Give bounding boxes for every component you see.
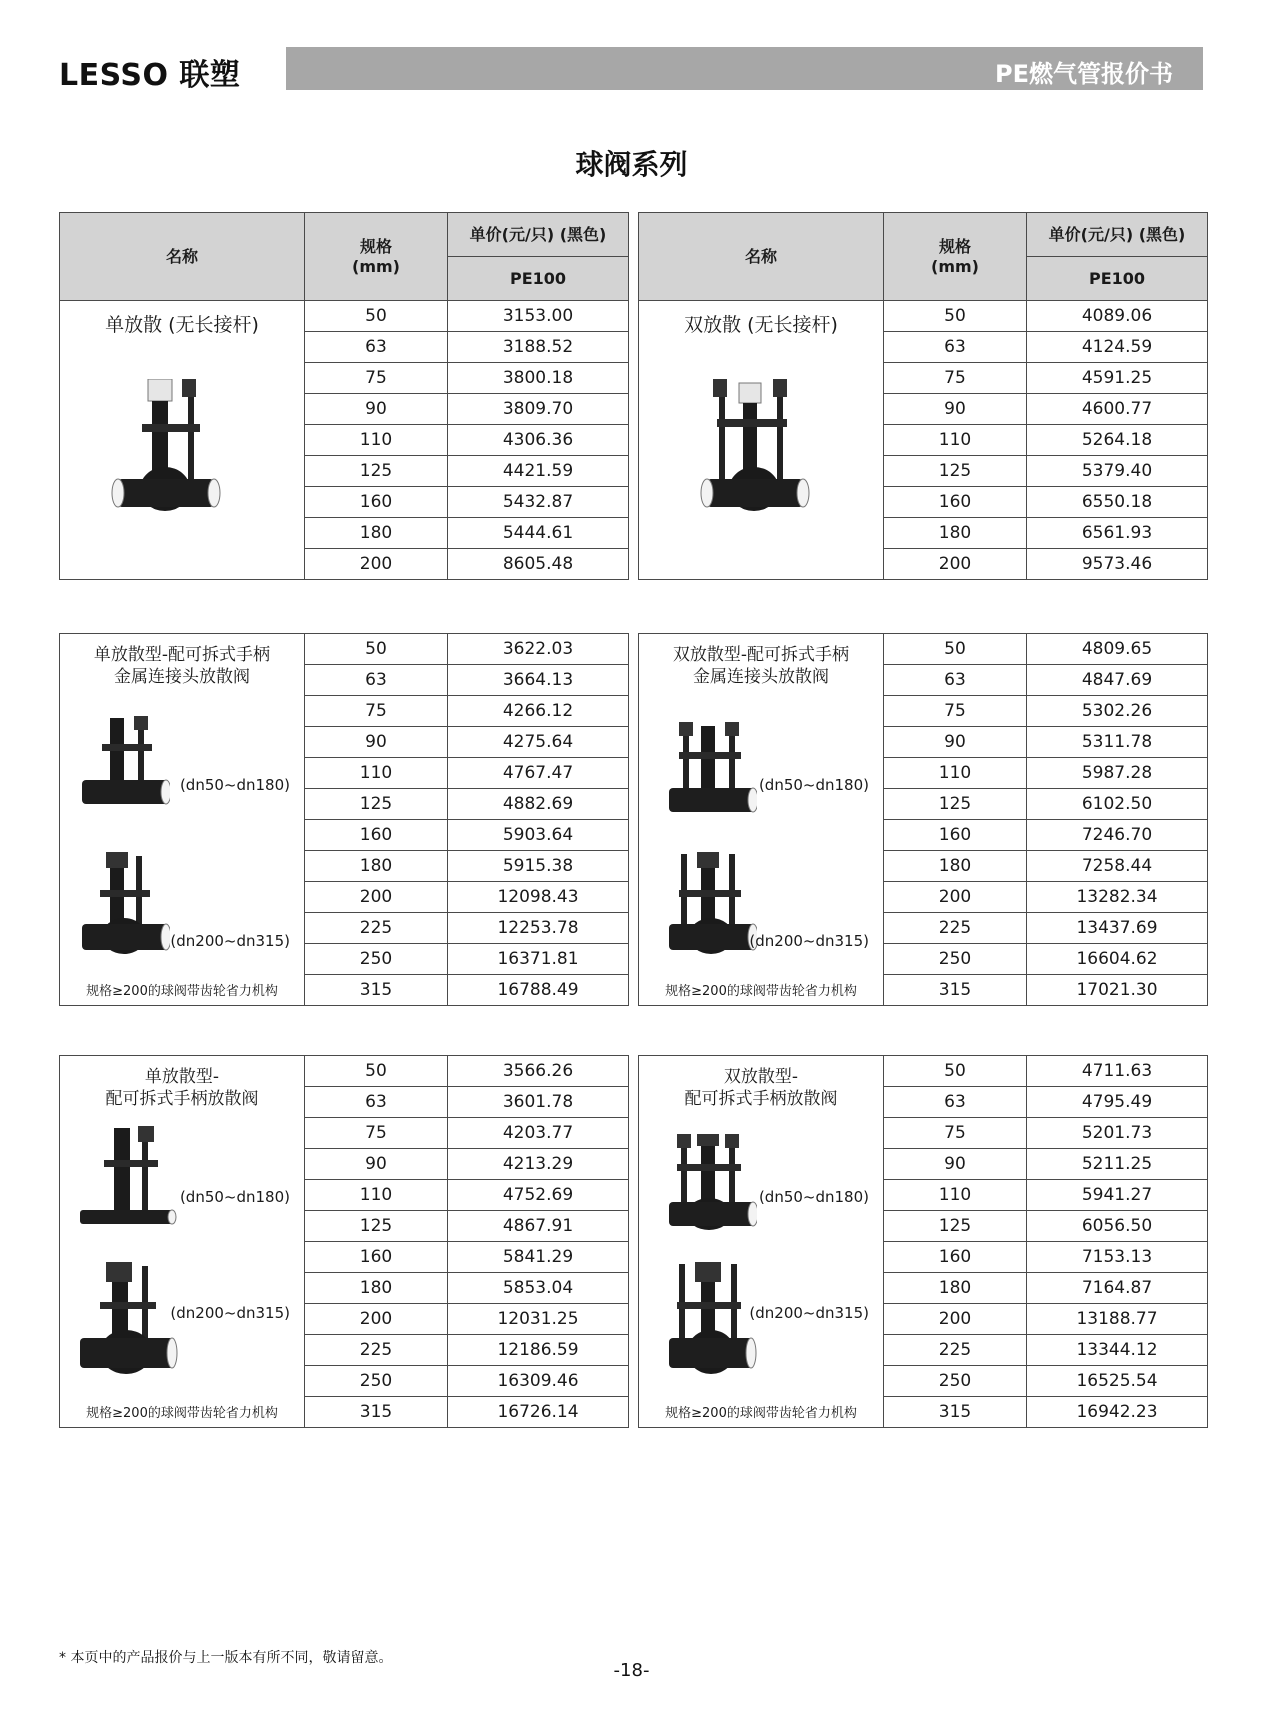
header-bar	[286, 47, 1203, 90]
size-range-large: (dn200~dn315)	[749, 932, 869, 950]
price-cell: 16942.23	[1027, 1397, 1208, 1428]
price-cell: 5444.61	[448, 518, 629, 549]
price-cell: 3153.00	[448, 301, 629, 332]
price-cell: 4124.59	[1027, 332, 1208, 363]
size-range-small: (dn50~dn180)	[758, 1188, 869, 1206]
price-cell: 16371.81	[448, 944, 629, 975]
ball-valve-image	[699, 379, 824, 539]
price-cell: 4882.69	[448, 789, 629, 820]
price-cell: 3566.26	[448, 1056, 629, 1087]
spec-cell: 160	[305, 820, 448, 851]
price-cell: 7153.13	[1027, 1242, 1208, 1273]
spec-cell: 50	[305, 301, 448, 332]
product-name: 单放散型- 配可拆式手柄放散阀	[105, 1067, 259, 1109]
price-cell: 5987.28	[1027, 758, 1208, 789]
product-name: 双放散型-配可拆式手柄 金属连接头放散阀	[672, 645, 850, 687]
spec-cell: 250	[305, 944, 448, 975]
price-table-s2-left	[59, 633, 629, 1006]
price-cell: 16726.14	[448, 1397, 629, 1428]
brand-logo: LESSO 联塑	[59, 58, 241, 93]
price-cell: 5311.78	[1027, 727, 1208, 758]
ball-valve-image-small	[667, 722, 757, 832]
spec-cell: 125	[884, 789, 1027, 820]
spec-cell: 50	[884, 301, 1027, 332]
product-name: 单放散 (无长接杆)	[105, 314, 259, 336]
product-name: 单放散型-配可拆式手柄 金属连接头放散阀	[93, 645, 271, 687]
col-header-spec: 规格 (mm)	[305, 213, 448, 301]
spec-cell: 160	[884, 487, 1027, 518]
price-cell: 4591.25	[1027, 363, 1208, 394]
price-cell: 4421.59	[448, 456, 629, 487]
ball-valve-image-small	[80, 714, 170, 824]
price-cell: 3188.52	[448, 332, 629, 363]
price-cell: 5841.29	[448, 1242, 629, 1273]
price-cell: 3664.13	[448, 665, 629, 696]
spec-cell: 225	[305, 913, 448, 944]
price-cell: 4867.91	[448, 1211, 629, 1242]
ball-valve-image-small	[78, 1126, 178, 1246]
price-cell: 5264.18	[1027, 425, 1208, 456]
price-table-s1-left	[59, 212, 629, 580]
price-cell: 13344.12	[1027, 1335, 1208, 1366]
spec-cell: 50	[884, 634, 1027, 665]
spec-cell: 180	[305, 851, 448, 882]
product-name-cell	[60, 301, 305, 580]
spec-cell: 250	[884, 944, 1027, 975]
spec-cell: 63	[884, 665, 1027, 696]
col-header-price: 单价(元/只) (黑色)	[1027, 213, 1208, 257]
spec-cell: 110	[305, 425, 448, 456]
product-name-cell	[639, 1056, 884, 1428]
spec-cell: 63	[305, 332, 448, 363]
spec-cell: 125	[884, 1211, 1027, 1242]
price-cell: 7164.87	[1027, 1273, 1208, 1304]
gear-note: 规格≥200的球阀带齿轮省力机构	[665, 1406, 857, 1421]
spec-cell: 200	[305, 1304, 448, 1335]
spec-cell: 180	[305, 1273, 448, 1304]
spec-cell: 200	[884, 882, 1027, 913]
price-cell: 7258.44	[1027, 851, 1208, 882]
spec-cell: 180	[884, 851, 1027, 882]
gear-note: 规格≥200的球阀带齿轮省力机构	[86, 984, 278, 999]
spec-cell: 125	[884, 456, 1027, 487]
header-title: PE燃气管报价书	[995, 60, 1173, 88]
price-cell: 5201.73	[1027, 1118, 1208, 1149]
spec-cell: 75	[305, 696, 448, 727]
price-table-s2-right	[638, 633, 1208, 1006]
spec-cell: 75	[305, 363, 448, 394]
page-title: 球阀系列	[575, 148, 688, 181]
price-cell: 16604.62	[1027, 944, 1208, 975]
spec-cell: 315	[305, 1397, 448, 1428]
spec-cell: 225	[884, 913, 1027, 944]
price-cell: 4306.36	[448, 425, 629, 456]
price-cell: 6550.18	[1027, 487, 1208, 518]
price-cell: 4809.65	[1027, 634, 1208, 665]
page-number: -18-	[613, 1660, 650, 1681]
footnote: * 本页中的产品报价与上一版本有所不同，敬请留意。	[59, 1650, 393, 1666]
price-cell: 5302.26	[1027, 696, 1208, 727]
ball-valve-image-large	[78, 1262, 178, 1380]
col-header-name: 名称	[60, 213, 305, 301]
price-cell: 3800.18	[448, 363, 629, 394]
size-range-large: (dn200~dn315)	[749, 1304, 869, 1322]
spec-cell: 90	[884, 727, 1027, 758]
spec-cell: 125	[305, 456, 448, 487]
price-cell: 3601.78	[448, 1087, 629, 1118]
price-cell: 13437.69	[1027, 913, 1208, 944]
spec-cell: 63	[305, 1087, 448, 1118]
price-cell: 4213.29	[448, 1149, 629, 1180]
col-header-name: 名称	[639, 213, 884, 301]
spec-cell: 200	[884, 549, 1027, 580]
price-cell: 7246.70	[1027, 820, 1208, 851]
spec-cell: 50	[305, 1056, 448, 1087]
price-cell: 12031.25	[448, 1304, 629, 1335]
price-cell: 6561.93	[1027, 518, 1208, 549]
col-header-material: PE100	[1027, 257, 1208, 301]
spec-cell: 250	[305, 1366, 448, 1397]
spec-cell: 63	[884, 1087, 1027, 1118]
spec-cell: 110	[305, 758, 448, 789]
size-range-large: (dn200~dn315)	[170, 932, 290, 950]
spec-cell: 90	[884, 394, 1027, 425]
price-cell: 5941.27	[1027, 1180, 1208, 1211]
gear-note: 规格≥200的球阀带齿轮省力机构	[86, 1406, 278, 1421]
ball-valve-image-large	[80, 852, 170, 962]
price-cell: 4089.06	[1027, 301, 1208, 332]
size-range-small: (dn50~dn180)	[179, 1188, 290, 1206]
product-name-cell	[639, 634, 884, 1006]
price-cell: 17021.30	[1027, 975, 1208, 1006]
price-cell: 6102.50	[1027, 789, 1208, 820]
spec-cell: 50	[884, 1056, 1027, 1087]
spec-cell: 160	[305, 487, 448, 518]
spec-cell: 225	[884, 1335, 1027, 1366]
spec-cell: 90	[305, 394, 448, 425]
ball-valve-image-large	[667, 852, 757, 962]
price-cell: 8605.48	[448, 549, 629, 580]
product-name-cell	[60, 634, 305, 1006]
size-range-small: (dn50~dn180)	[179, 776, 290, 794]
price-cell: 9573.46	[1027, 549, 1208, 580]
spec-cell: 180	[305, 518, 448, 549]
price-cell: 5432.87	[448, 487, 629, 518]
spec-cell: 63	[884, 332, 1027, 363]
price-cell: 4752.69	[448, 1180, 629, 1211]
product-name-cell	[639, 301, 884, 580]
col-header-material: PE100	[448, 257, 629, 301]
price-cell: 4600.77	[1027, 394, 1208, 425]
spec-cell: 75	[884, 363, 1027, 394]
price-cell: 12098.43	[448, 882, 629, 913]
spec-cell: 75	[884, 696, 1027, 727]
spec-cell: 250	[884, 1366, 1027, 1397]
spec-cell: 315	[305, 975, 448, 1006]
spec-cell: 180	[884, 1273, 1027, 1304]
price-cell: 4203.77	[448, 1118, 629, 1149]
spec-cell: 90	[884, 1149, 1027, 1180]
price-cell: 4711.63	[1027, 1056, 1208, 1087]
product-name: 双放散 (无长接杆)	[684, 314, 838, 336]
price-cell: 12186.59	[448, 1335, 629, 1366]
price-table-s3-left	[59, 1055, 629, 1428]
spec-cell: 160	[305, 1242, 448, 1273]
ball-valve-image	[110, 379, 235, 539]
spec-cell: 315	[884, 975, 1027, 1006]
price-cell: 16788.49	[448, 975, 629, 1006]
product-name-cell	[60, 1056, 305, 1428]
spec-cell: 75	[884, 1118, 1027, 1149]
price-cell: 13188.77	[1027, 1304, 1208, 1335]
spec-cell: 315	[884, 1397, 1027, 1428]
spec-cell: 125	[305, 789, 448, 820]
price-table-s3-right	[638, 1055, 1208, 1428]
price-cell: 12253.78	[448, 913, 629, 944]
price-cell: 5915.38	[448, 851, 629, 882]
spec-cell: 160	[884, 820, 1027, 851]
spec-cell: 225	[305, 1335, 448, 1366]
spec-cell: 63	[305, 665, 448, 696]
price-cell: 5903.64	[448, 820, 629, 851]
price-cell: 5853.04	[448, 1273, 629, 1304]
price-cell: 4795.49	[1027, 1087, 1208, 1118]
col-header-price: 单价(元/只) (黑色)	[448, 213, 629, 257]
spec-cell: 50	[305, 634, 448, 665]
price-cell: 16525.54	[1027, 1366, 1208, 1397]
price-cell: 6056.50	[1027, 1211, 1208, 1242]
price-table-s1-right	[638, 212, 1208, 580]
price-cell: 4767.47	[448, 758, 629, 789]
size-range-large: (dn200~dn315)	[170, 1304, 290, 1322]
price-cell: 5211.25	[1027, 1149, 1208, 1180]
spec-cell: 200	[884, 1304, 1027, 1335]
spec-cell: 90	[305, 727, 448, 758]
spec-cell: 160	[884, 1242, 1027, 1273]
price-cell: 3622.03	[448, 634, 629, 665]
price-cell: 3809.70	[448, 394, 629, 425]
spec-cell: 110	[884, 425, 1027, 456]
ball-valve-image-large	[667, 1262, 757, 1380]
spec-cell: 200	[305, 882, 448, 913]
price-cell: 13282.34	[1027, 882, 1208, 913]
spec-cell: 110	[884, 1180, 1027, 1211]
spec-cell: 180	[884, 518, 1027, 549]
spec-cell: 75	[305, 1118, 448, 1149]
product-name: 双放散型- 配可拆式手柄放散阀	[684, 1067, 838, 1109]
price-cell: 16309.46	[448, 1366, 629, 1397]
spec-cell: 90	[305, 1149, 448, 1180]
col-header-spec: 规格 (mm)	[884, 213, 1027, 301]
spec-cell: 110	[305, 1180, 448, 1211]
price-cell: 4266.12	[448, 696, 629, 727]
price-cell: 4275.64	[448, 727, 629, 758]
ball-valve-image-small	[667, 1134, 757, 1244]
spec-cell: 110	[884, 758, 1027, 789]
spec-cell: 200	[305, 549, 448, 580]
size-range-small: (dn50~dn180)	[758, 776, 869, 794]
gear-note: 规格≥200的球阀带齿轮省力机构	[665, 984, 857, 999]
spec-cell: 125	[305, 1211, 448, 1242]
price-cell: 5379.40	[1027, 456, 1208, 487]
price-cell: 4847.69	[1027, 665, 1208, 696]
